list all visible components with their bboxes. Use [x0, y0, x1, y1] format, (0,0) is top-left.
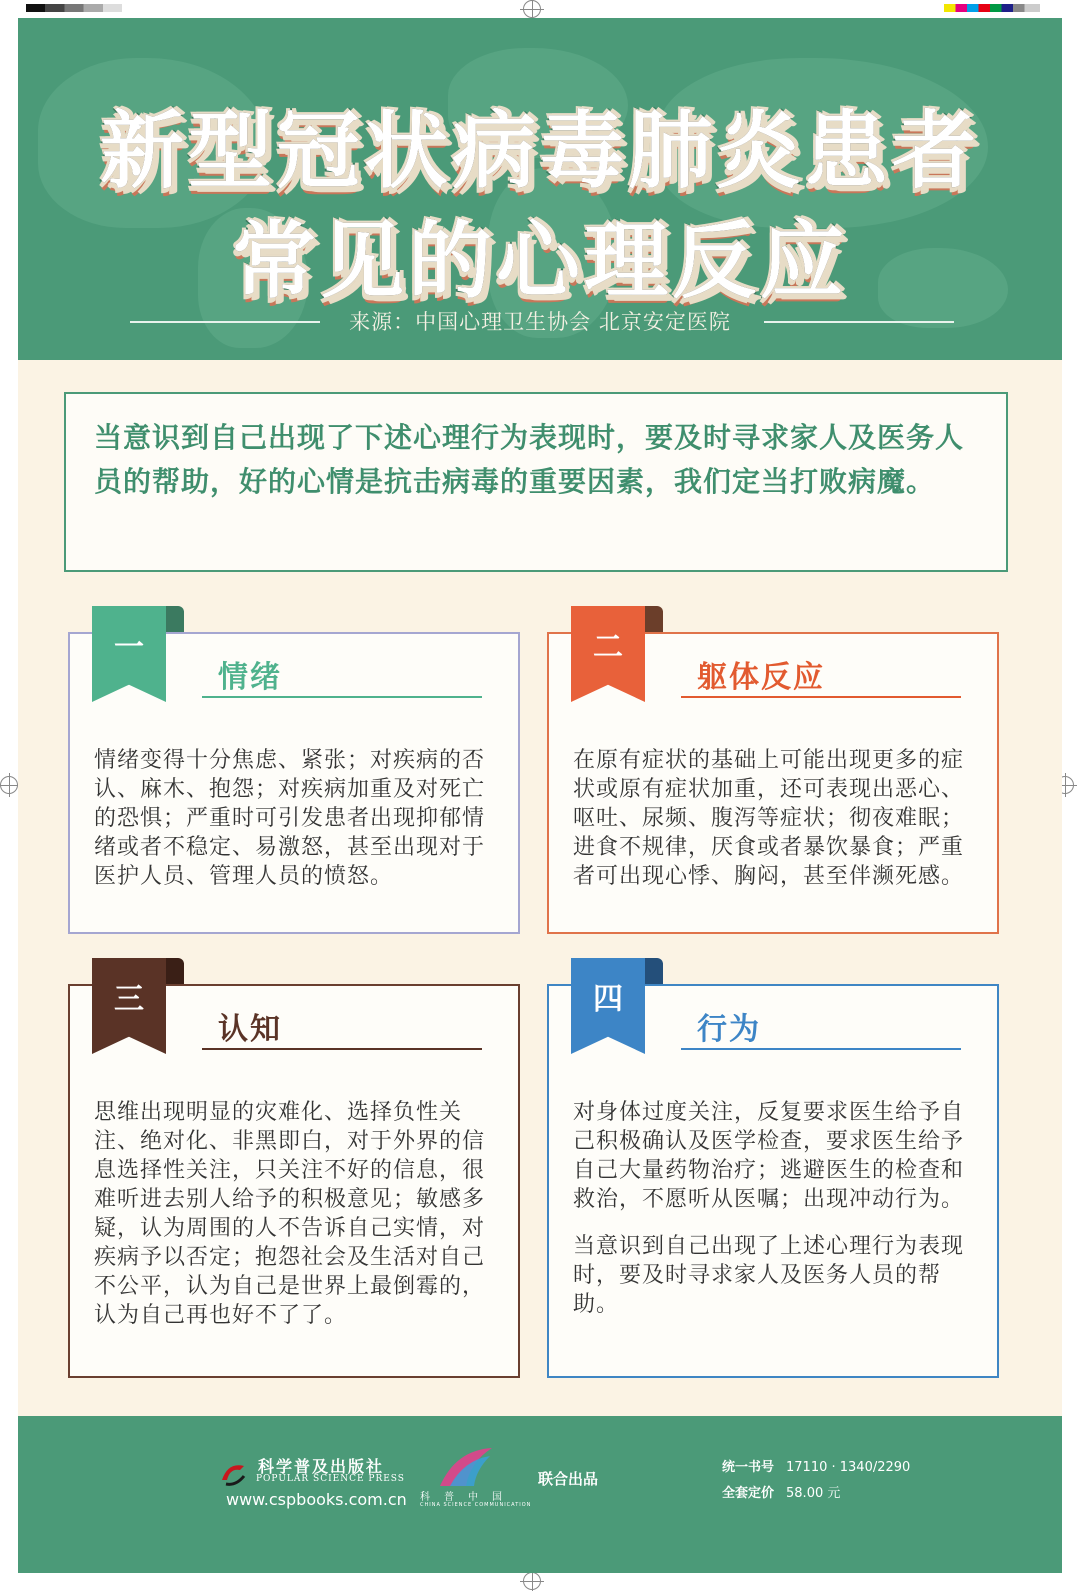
card-emotion [68, 632, 520, 934]
card-body-text: 对身体过度关注，反复要求医生给予自己积极确认及医学检查，要求医生给予自己大量药物治疗；逃避医生的检查和救治，不愿听从医嘱；出现冲动行为。 [573, 1100, 965, 1212]
card-cognition [68, 984, 520, 1378]
ribbon-fold [645, 958, 663, 984]
source-divider-right [764, 321, 954, 323]
card-body-note: 当意识到自己出现了上述心理行为表现时，要及时寻求家人及医务人员的帮助。 [573, 1234, 965, 1317]
card-body [94, 1098, 504, 1330]
kepu-logo-icon [436, 1446, 496, 1490]
page-title-line-1: 新型冠状病毒肺炎患者 [99, 102, 980, 200]
kepu-name-cn: 科普中国 [420, 1492, 516, 1503]
card-body-text: 情绪变得十分焦虑、紧张；对疾病的否认、麻木、抱怨；对疾病加重及对死亡的恐惧；严重时可引发患者出现抑郁情绪或者不稳定、易激怒，甚至出现对于医护人员、管理人员的愤怒。 [94, 748, 486, 889]
print-color-bar-left [26, 4, 122, 12]
card-body-text: 在原有症状的基础上可能出现更多的症状或原有症状加重，还可表现出恶心、呕吐、尿频、腹泻等症状；彻夜难眠；进食不规律，厌食或者暴饮暴食；严重者可出现心悸、胸闷，甚至伴濒死感。 [573, 748, 965, 889]
ribbon-fold [645, 606, 663, 632]
title-underline [202, 1048, 482, 1050]
poster [18, 18, 1062, 1573]
intro-box [64, 392, 1008, 572]
ribbon-fold [166, 958, 184, 984]
csp-logo-icon [218, 1458, 248, 1488]
publisher-name-cn: 科学普及出版社 [258, 1457, 385, 1476]
isbn-label: 统一书号 [722, 1460, 775, 1475]
price-value: 58.00 元 [786, 1486, 841, 1501]
card-body [94, 746, 504, 891]
source-row [18, 306, 1062, 336]
card-body-text: 思维出现明显的灾难化、选择负性关注、绝对化、非黑即白，对于外界的信息选择性关注，只关注不好的信息，很难听进去别人给予的积极意见；敏感多疑，认为周围的人不告诉自己实情，对疾病予以否定；抱怨社会及生活对自己不公平，认为自己是世界上最倒霉的，认为自己再也好不了了。 [94, 1100, 486, 1328]
card-title: 认知 [218, 1012, 282, 1047]
card-number: 一 [114, 630, 144, 665]
isbn-value: 17110 · 1340/2290 [786, 1460, 911, 1475]
intro-text: 当意识到自己出现了下述心理行为表现时，要及时寻求家人及医务人员的帮助，好的心情是抗击病毒的重要因素，我们定当打败病魔。 [94, 421, 965, 498]
ribbon-fold [166, 606, 184, 632]
card-number: 二 [593, 630, 623, 665]
price-row [722, 1482, 840, 1501]
title-underline [681, 1048, 961, 1050]
page-title-line-2: 常见的心理反应 [231, 212, 848, 310]
card-body [573, 746, 983, 891]
source-text: 来源：中国心理卫生协会 北京安定医院 [349, 310, 731, 334]
isbn-row [722, 1456, 910, 1475]
footer-banner [18, 1416, 1062, 1573]
title-underline [202, 696, 482, 698]
registration-mark-left [0, 776, 18, 794]
joint-production-label: 联合出品 [538, 1470, 599, 1488]
card-title: 情绪 [218, 660, 282, 695]
header-banner [18, 18, 1062, 360]
print-color-bar-right [944, 4, 1040, 12]
card-number: 三 [114, 982, 144, 1017]
card-title: 行为 [697, 1012, 761, 1047]
publisher-url[interactable]: www.cspbooks.com.cn [226, 1490, 407, 1509]
price-label: 全套定价 [722, 1486, 775, 1501]
card-behavior [547, 984, 999, 1378]
publisher-name-en: POPULAR SCIENCE PRESS [256, 1474, 405, 1484]
card-title: 躯体反应 [697, 660, 825, 695]
registration-mark-bottom [523, 1572, 541, 1590]
card-number: 四 [593, 982, 623, 1017]
card-body [573, 1098, 983, 1319]
registration-mark-top [523, 0, 541, 18]
title-underline [681, 696, 961, 698]
card-somatic [547, 632, 999, 934]
kepu-name-en: CHINA SCIENCE COMMUNICATION [420, 1502, 532, 1508]
